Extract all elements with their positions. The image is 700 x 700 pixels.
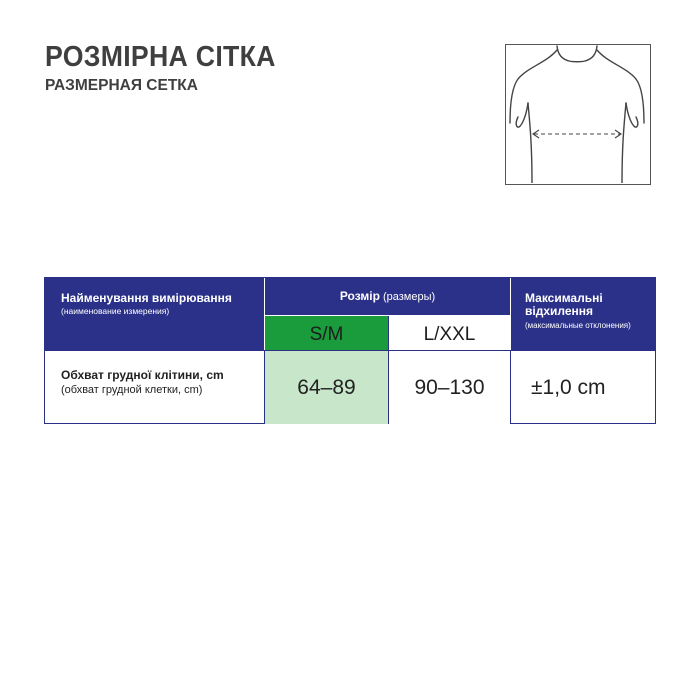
size-sm-header: S/M [265, 316, 388, 350]
row-measurement-name: Обхват грудної клітини, cm [61, 368, 224, 382]
row-deviation: ±1,0 cm [531, 376, 606, 399]
header-deviation-sub: (максимальные отклонения) [525, 321, 631, 330]
header-deviation [511, 278, 656, 350]
table-divider [510, 278, 511, 350]
header-measurement-name [45, 278, 264, 350]
table-divider [264, 278, 265, 350]
header-size [265, 278, 510, 315]
page-subtitle: РАЗМЕРНАЯ СЕТКА [45, 77, 198, 94]
table-divider [388, 315, 389, 424]
size-lxxl-header: L/XXL [389, 316, 510, 350]
table-divider [265, 315, 510, 316]
row-measurement-name-sub: (обхват грудной клетки, cm) [61, 384, 203, 396]
size-table [44, 277, 656, 424]
row-value-lxxl: 90–130 [389, 351, 510, 424]
table-row-label [45, 351, 264, 424]
page-title: РОЗМІРНА СІТКА [45, 41, 276, 73]
row-value-sm: 64–89 [265, 351, 388, 424]
header-measurement-name-sub: (наименование измерения) [61, 306, 170, 316]
torso-chest-measurement-icon [505, 44, 651, 185]
header-size-label: Розмір [339, 289, 380, 303]
header-deviation-label: Максимальні відхилення [525, 291, 603, 318]
header-size-sub: (размеры) [379, 291, 436, 303]
header-measurement-name-label: Найменування вимірювання [61, 291, 232, 305]
table-divider [45, 350, 656, 351]
